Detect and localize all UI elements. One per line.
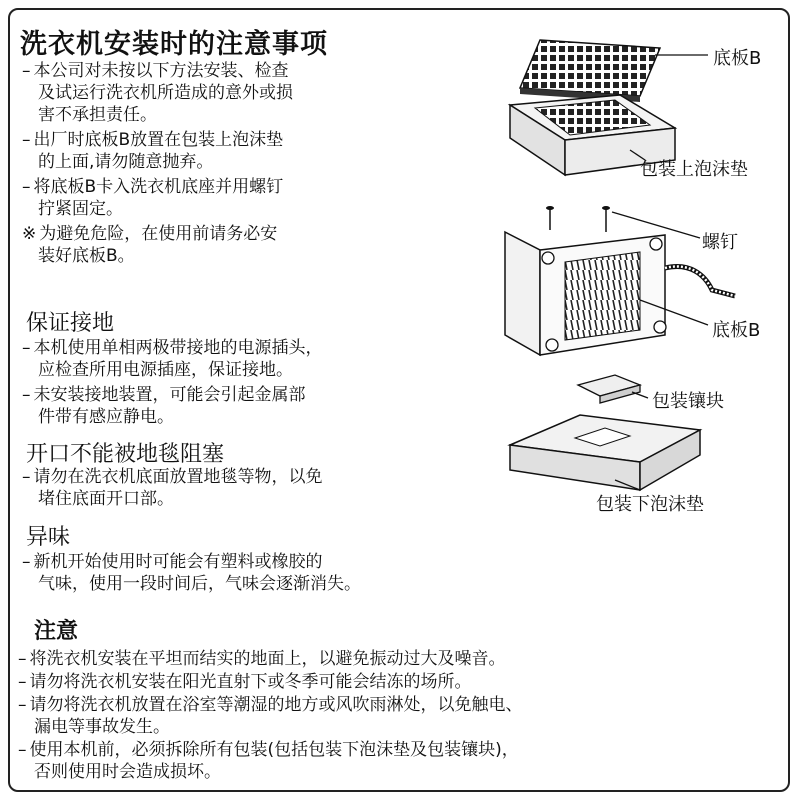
install-item-line: 拧紧固定。 [38,199,123,219]
notice-item: – 将洗衣机安装在平坦而结实的地面上，以避免振动过大及噪音。 [18,649,506,669]
page-title: 洗衣机安装时的注意事项 [20,29,328,60]
install-item-line: 的上面,请勿随意抛弃。 [38,152,214,172]
install-item: – 将底板B卡入洗衣机底座并用螺钉 拧紧固定。 [22,176,482,220]
label-base-plate-b-installed: 底板B [712,320,761,341]
grounding-heading: 保证接地 [26,311,115,336]
install-item: – 出厂时底板B放置在包装上泡沫垫 的上面,请勿随意抛弃。 [22,129,482,173]
odor-heading: 异味 [26,525,71,550]
install-item-line: 害不承担责任。 [38,105,157,125]
label-packing-insert: 包装镶块 [652,391,724,412]
grounding-item: – 本机使用单相两极带接地的电源插头， 应检查所用电源插座，保证接地。 [22,338,323,380]
reference-mark-icon: ※ [22,224,37,244]
screw-icon [546,206,700,238]
install-item-line: 本公司对未按以下方法安装、检查 [33,61,289,81]
odor-item: – 新机开始使用时可能会有塑料或橡胶的 气味，使用一段时间后，气味会逐渐消失。 [22,552,361,594]
install-item-line: 为避免危险，在使用前请务必安 [39,224,278,244]
opening-heading: 开口不能被地毯阻塞 [26,442,225,467]
opening-item: – 请勿在洗衣机底面放置地毯等物，以免 堵住底面开口部。 [22,467,323,509]
notice-item: – 请勿将洗衣机放置在浴室等潮湿的地方或风吹雨淋处，以免触电、 漏电等事故发生。 [18,695,523,737]
lower-foam-pad-figure [510,415,700,490]
notice-item: – 使用本机前，必须拆除所有包装(包括包装下泡沫垫及包装镶块)， 否则使用时会造成损坏。 [18,740,519,782]
base-plate-grid-figure [520,40,708,102]
install-item: – 本公司对未按以下方法安装、检查 及试运行洗衣机所造成的意外或损 害不承担责任。 [22,60,482,126]
install-item-line: 装好底板B。 [38,246,135,266]
packing-insert-figure [578,375,648,403]
install-item-line: 出厂时底板B放置在包装上泡沫垫 [33,130,284,150]
install-item-line: 及试运行洗衣机所造成的意外或损 [38,83,293,103]
label-base-plate-b-top: 底板B [713,48,762,69]
label-screws: 螺钉 [702,232,738,253]
label-upper-foam-pad: 包装上泡沫垫 [640,159,748,180]
notice-heading: 注意 [34,619,79,644]
label-lower-foam-pad: 包装下泡沫垫 [596,494,704,515]
washer-base-figure [505,232,735,355]
install-item-line: 将底板B卡入洗衣机底座并用螺钉 [33,177,284,197]
grounding-item: – 未安装接地装置，可能会引起金属部 件带有感应静电。 [22,385,306,427]
notice-item: – 请勿将洗衣机安装在阳光直射下或冬季可能会结冻的场所。 [18,672,472,692]
